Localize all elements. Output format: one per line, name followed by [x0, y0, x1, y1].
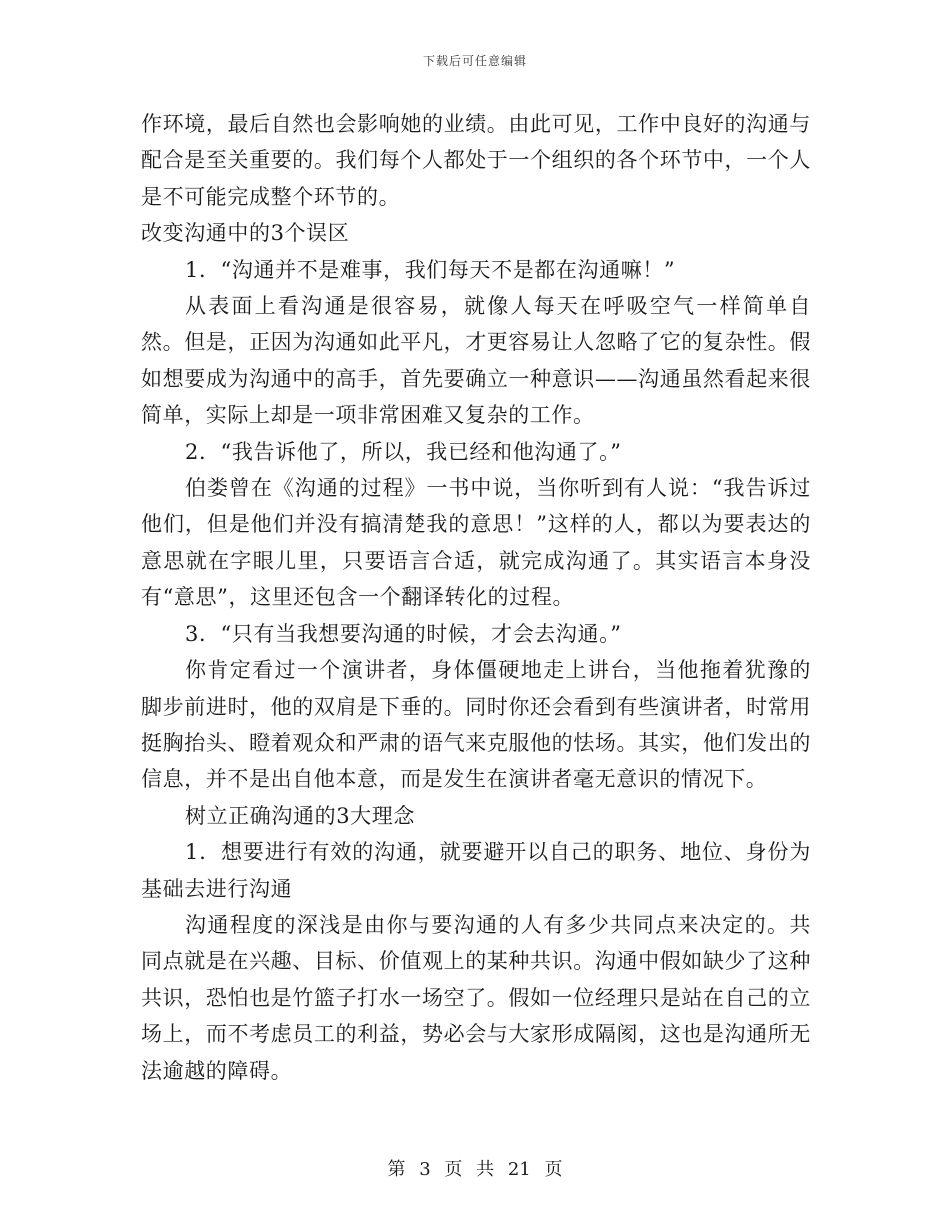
document-body — [141, 106, 811, 1089]
section-heading-misconceptions: 改变沟通中的3个误区 — [141, 221, 350, 246]
section-heading-principles: 树立正确沟通的3大理念 — [185, 803, 415, 828]
page-footer: 第 3 页 共 21 页 — [387, 1159, 563, 1180]
misconception-1-body: 从表面上看沟通是很容易，就像人每天在呼吸空气一样简单自然。但是，正因为沟通如此平凡，才更容易让人忽略了它的复杂性。假如想要成为沟通中的高手，首先要确立一种意识——沟通虽然看起来很简单，实际上却是一项非常困难又复杂的工作。 — [141, 294, 811, 428]
misconception-2-body: 伯娄曾在《沟通的过程》一书中说，当你听到有人说：“我告诉过他们，但是他们并没有搞清楚我的意思！”这样的人，都以为要表达的意思就在字眼儿里，只要语言合适，就完成沟通了。其实语言本身没有“意思”，这里还包含一个翻译转化的过程。 — [141, 476, 811, 610]
misconception-2-heading: 2．“我告诉他了，所以，我已经和他沟通了。” — [185, 439, 622, 464]
misconception-3-heading: 3．“只有当我想要沟通的时候，才会去沟通。” — [185, 621, 622, 646]
page-header: 下载后可任意编辑 — [422, 54, 527, 68]
principle-1-body: 沟通程度的深浅是由你与要沟通的人有多少共同点来决定的。共同点就是在兴趣、目标、价值观上的某种共识。沟通中假如缺少了这种共识，恐怕也是竹篮子打水一场空了。假如一位经理只是站在自己的立场上，而不考虑员工的利益，势必会与大家形成隔阂，这也是沟通所无法逾越的障碍。 — [141, 912, 811, 1083]
paragraph-continuation: 作环境，最后自然也会影响她的业绩。由此可见，工作中良好的沟通与配合是至关重要的。我们每个人都处于一个组织的各个环节中，一个人是不可能完成整个环节的。 — [141, 112, 811, 209]
misconception-1-heading: 1．“沟通并不是难事，我们每天不是都在沟通嘛！” — [185, 257, 676, 282]
misconception-3-body: 你肯定看过一个演讲者，身体僵硬地走上讲台，当他拖着犹豫的脚步前进时，他的双肩是下垂的。同时你还会看到有些演讲者，时常用挺胸抬头、瞪着观众和严肃的语气来克服他的怯场。其实，他们发出的信息，并不是出自他本意，而是发生在演讲者毫无意识的情况下。 — [141, 658, 811, 792]
principle-1-heading: 1．想要进行有效的沟通，就要避开以自己的职务、地位、身份为基础去进行沟通 — [141, 840, 811, 901]
